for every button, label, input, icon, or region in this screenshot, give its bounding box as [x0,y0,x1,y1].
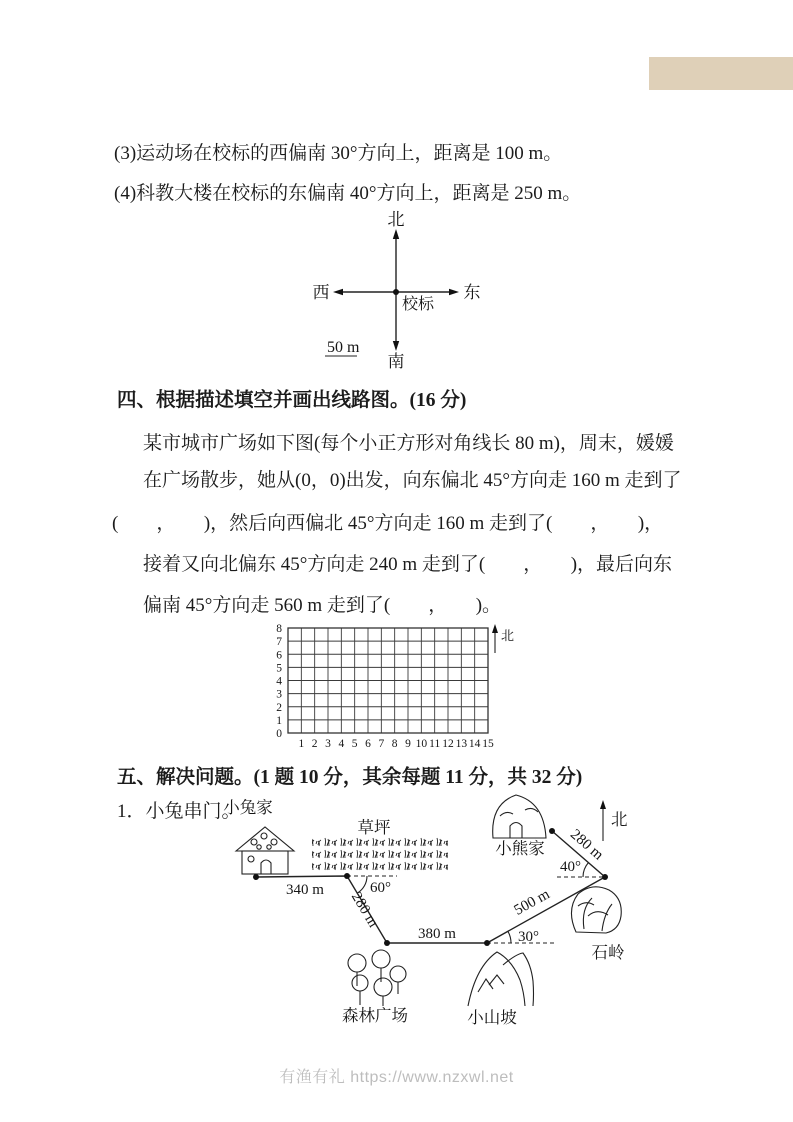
bear-house-icon [493,795,546,838]
angle-arc-40 [583,863,588,877]
para-line-1: 某市城市广场如下图(每个小正方形对角线长 80 m)，周末，媛媛 [143,433,674,454]
svg-text:14: 14 [468,738,481,750]
grid-north-label: 北 [501,628,515,643]
highlight-rect [649,57,793,90]
rabbit-home-dot [253,874,259,880]
svg-text:1: 1 [298,738,305,750]
svg-text:9: 9 [405,738,411,750]
rabbit-home-label: 小兔家 [223,798,273,817]
lawn-label: 草坪 [357,818,391,837]
map-north-arrow-icon [600,800,606,809]
compass-south-label: 南 [387,352,405,371]
forest-plaza-dot [384,940,390,946]
rabbit-route-map [210,788,710,1048]
compass-diagram [300,210,500,373]
angle-40-label: 40° [560,859,581,875]
svg-text:5: 5 [351,738,358,750]
grid-y-labels [276,623,282,740]
compass-west-label: 西 [312,283,330,302]
para-line-4: 接着又向北偏东 45°方向走 240 m 走到了( ， )，最后向东 [143,554,673,575]
section-four-heading: 四、根据描述填空并画出线路图。(16 分) [117,390,467,411]
bend-dot [344,873,350,879]
distance-340: 340 m [286,882,324,898]
lawn-icon [312,836,448,872]
para-line-5: 偏南 45°方向走 560 m 走到了( ， )。 [143,595,502,616]
svg-text:6: 6 [276,649,282,662]
svg-text:8: 8 [276,623,282,635]
compass-east-label: 东 [463,283,481,302]
compass-center-label: 校标 [402,296,435,313]
distance-380: 380 m [418,926,456,942]
forest-trees-icon [348,950,406,1006]
bear-home-dot [549,828,555,834]
svg-text:7: 7 [276,636,282,649]
scale-label: 50 m [327,339,360,356]
grid-x-labels [298,738,494,750]
svg-text:7: 7 [378,738,385,750]
west-arrow-icon [333,289,343,295]
map-north-label: 北 [611,810,628,829]
svg-text:11: 11 [429,738,441,750]
north-arrow-icon [393,229,399,239]
question-1: 1．小兔串门。 [117,801,241,822]
hill-dot [484,940,490,946]
svg-text:12: 12 [442,738,454,750]
stone-ridge-icon [571,887,621,933]
angle-arc-30 [508,931,511,943]
stone-ridge-label: 石岭 [591,943,625,962]
svg-text:8: 8 [391,738,398,750]
svg-text:3: 3 [276,688,282,701]
svg-text:4: 4 [276,675,282,688]
stone-ridge-dot [602,874,608,880]
statement-4: (4)科教大楼在校标的东偏南 40°方向上，距离是 250 m。 [114,183,582,204]
svg-text:4: 4 [338,738,345,750]
section-five-heading: 五、解决问题。(1 题 10 分，其余每题 11 分，共 32 分) [117,767,583,788]
compass-north-label: 北 [387,210,405,229]
hill-label: 小山坡 [467,1008,517,1027]
distance-280-b: 280 m [567,826,607,864]
rabbit-house-icon [236,827,294,874]
svg-text:2: 2 [311,738,318,750]
forest-plaza-label: 森林广场 [342,1006,408,1025]
svg-text:15: 15 [482,738,494,750]
angle-60-label: 60° [370,880,391,896]
footer-watermark: 有渔有礼 https://www.nzxwl.net [279,1069,514,1086]
bear-home-label: 小熊家 [495,839,545,858]
angle-30-label: 30° [518,929,539,945]
svg-text:10: 10 [415,738,428,750]
distance-500: 500 m [511,886,553,919]
svg-text:6: 6 [365,738,371,750]
grid-north-arrow-icon [492,624,498,633]
svg-text:2: 2 [276,701,282,714]
svg-text:0: 0 [276,728,282,740]
hill-icon [468,952,534,1006]
route-grid[interactable] [255,613,525,758]
svg-text:1: 1 [276,714,282,727]
south-arrow-icon [393,341,399,351]
statement-3: (3)运动场在校标的西偏南 30°方向上，距离是 100 m。 [114,143,563,164]
svg-text:5: 5 [276,662,282,675]
compass-center-dot [393,289,399,295]
distance-280-a: 280 m [347,889,382,931]
east-arrow-icon [449,289,459,295]
svg-text:13: 13 [455,738,468,750]
grid-lines [288,628,488,733]
svg-text:3: 3 [325,738,331,750]
para-line-3: ( ， )，然后向西偏北 45°方向走 160 m 走到了( ， )， [112,513,664,534]
para-line-2: 在广场散步，她从(0，0)出发，向东偏北 45°方向走 160 m 走到了 [143,470,682,491]
